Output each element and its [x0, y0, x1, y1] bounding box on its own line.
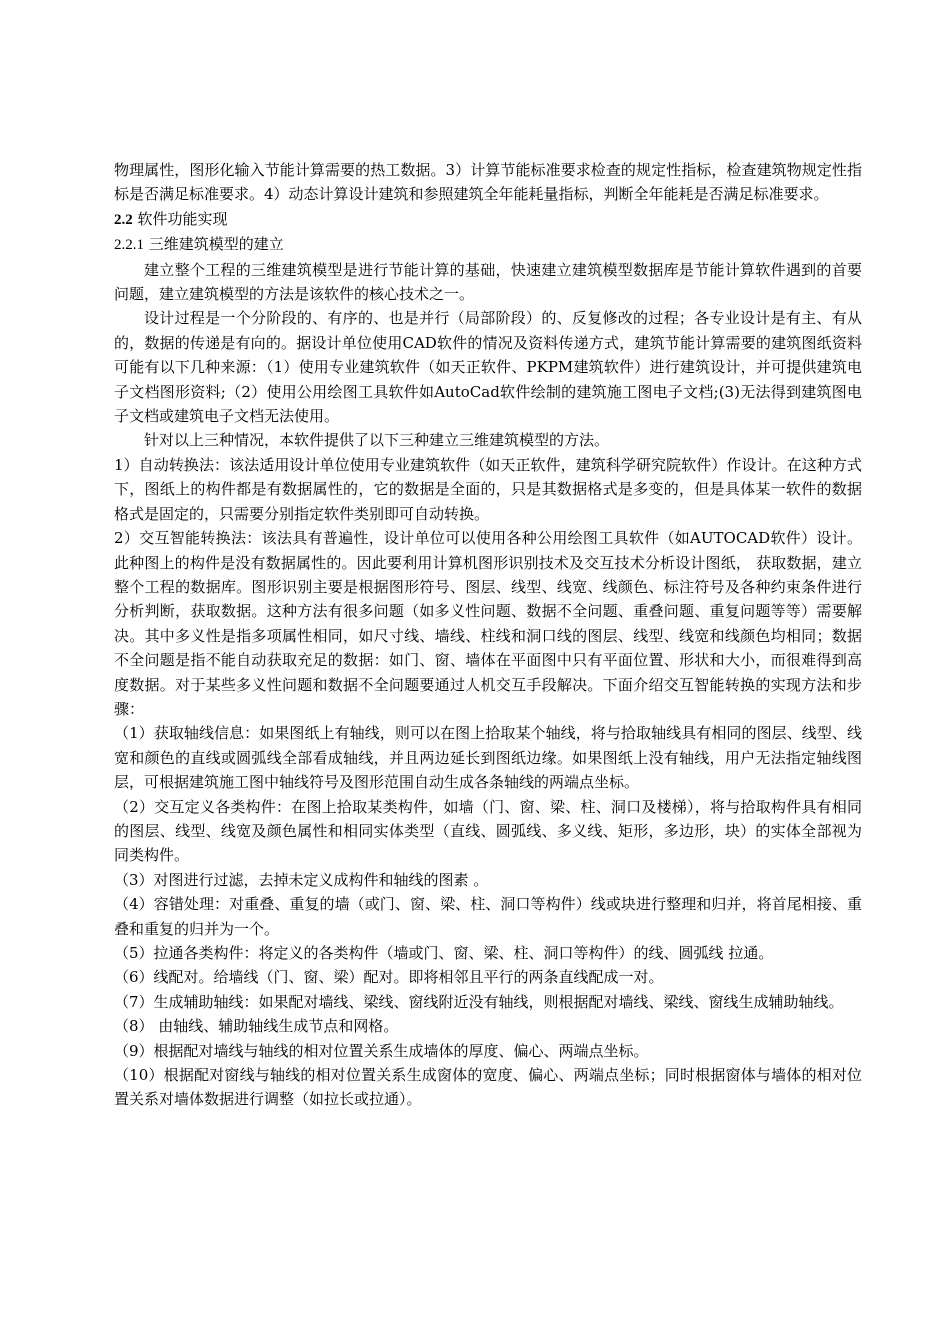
subsection-title: 三维建筑模型的建立 [148, 235, 284, 254]
step-4: （4）容错处理：对重叠、重复的墙（或门、窗、梁、柱、洞口等构件）线或块进行整理和归并，将首尾相接、重叠和重复的归并为一个。 [114, 895, 862, 938]
step-8: （8） 由轴线、辅助轴线生成节点和网格。 [114, 1017, 399, 1036]
step-7: （7）生成辅助轴线：如果配对墙线、梁线、窗线附近没有轴线，则根据配对墙线、梁线、窗线生成辅助轴线。 [114, 992, 844, 1011]
paragraph-continued: 物理属性，图形化输入节能计算需要的热工数据。3）计算节能标准要求检查的规定性指标，检查建筑物规定性指标是否满足标准要求。4）动态计算设计建筑和参照建筑全年能耗量指标，判断全年能耗是否满足标准要求。 [114, 161, 862, 204]
step-10: （10）根据配对窗线与轴线的相对位置关系生成窗体的宽度、偏心、两端点坐标；同时根据窗体与墙体的相对位置关系对墙体数据进行调整（如拉长或拉通）。 [114, 1066, 862, 1109]
paragraph-interactive-conversion: 2）交互智能转换法：该法具有普遍性，设计单位可以使用各种公用绘图工具软件（如AUTOCAD软件）设计。此种图上的构件是没有数据属性的。因此要利用计算机图形识别技术及交互技术分析设计图纸， 获取数据，建立整个工程的数据库。图形识别主要是根据图形符号、图层、线型、线宽、线颜色、标注符号及各种约束条件进行分析判断，获取数据。这种方法有很多问题（如多义性问题、数据不全问题、重叠问题、重复问题等等）需要解决。其中多义性是指多项属性相同，如尺寸线、墙线、柱线和洞口线的图层、线型、线宽和线颜色均相同；数据不全问题是指不能自动获取充足的数据：如门、窗、墙体在平面图中只有平面位置、形状和大小，而很难得到高度数据。对于某些多义性问题和数据不全问题要通过人机交互手段解决。下面介绍交互智能转换的实现方法和步骤： [114, 529, 862, 718]
section-title: 软件功能实现 [137, 209, 228, 228]
step-1: （1）获取轴线信息：如果图纸上有轴线，则可以在图上拾取某个轴线，将与拾取轴线具有相同的图层、线型、线宽和颜色的直线或圆弧线全部看成轴线，并且两边延长到图纸边缘。如果图纸上没有轴线，用户无法指定轴线图层，可根据建筑施工图中轴线符号及图形范围自动生成各条轴线的两端点坐标。 [114, 724, 862, 792]
document-body [114, 158, 862, 1112]
subsection-heading [114, 232, 862, 257]
step-5: （5）拉通各类构件：将定义的各类构件（墙或门、窗、梁、柱、洞口等构件）的线、圆弧线 拉通。 [114, 944, 774, 962]
paragraph-auto-conversion: 1）自动转换法：该法适用设计单位使用专业建筑软件（如天正软件，建筑科学研究院软件）作设计。在这种方式下，图纸上的构件都是有数据属性的，它的数据是全面的，只是其数据格式是多变的，但是具体某一软件的数据格式是固定的，只需要分别指定软件类别即可自动转换。 [114, 455, 862, 523]
step-2: （2）交互定义各类构件：在图上拾取某类构件，如墙（门、窗、梁、柱、洞口及楼梯），将与拾取构件具有相同的图层、线型、线宽及颜色属性和相同实体类型（直线、圆弧线、多义线、矩形，多边形，块）的实体全部视为同类构件。 [114, 797, 862, 865]
paragraph-three-methods: 针对以上三种情况，本软件提供了以下三种建立三维建筑模型的方法。 [144, 431, 610, 450]
section-heading [114, 207, 862, 232]
subsection-number: 2.2.1 [114, 237, 144, 254]
section-number: 2.2 [114, 211, 133, 228]
paragraph-design-process: 设计过程是一个分阶段的、有序的、也是并行（局部阶段）的、反复修改的过程；各专业设计是有主、有从的，数据的传递是有向的。据设计单位使用CAD软件的情况及资料传递方式，建筑节能计算需要的建筑图纸资料可能有以下几种来源：（1）使用专业建筑软件（如天正软件、PKPM建筑软件）进行建筑设计，并可提供建筑电子文档图形资料;（2）使用公用绘图工具软件如AutoCad软件绘制的建筑施工图电子文档;(3)无法得到建筑图电子文档或建筑电子文档无法使用。 [114, 309, 862, 426]
step-3: （3）对图进行过滤，去掉未定义成构件和轴线的图素 。 [114, 870, 489, 889]
step-9: （9）根据配对墙线与轴线的相对位置关系生成墙体的厚度、偏心、两端点坐标。 [114, 1041, 649, 1060]
paragraph-model-basis: 建立整个工程的三维建筑模型是进行节能计算的基础，快速建立建筑模型数据库是节能计算软件遇到的首要问题，建立建筑模型的方法是该软件的核心技术之一。 [114, 260, 862, 304]
step-6: （6）线配对。给墙线（门、窗、梁）配对。即将相邻且平行的两条直线配成一对。 [114, 968, 664, 987]
